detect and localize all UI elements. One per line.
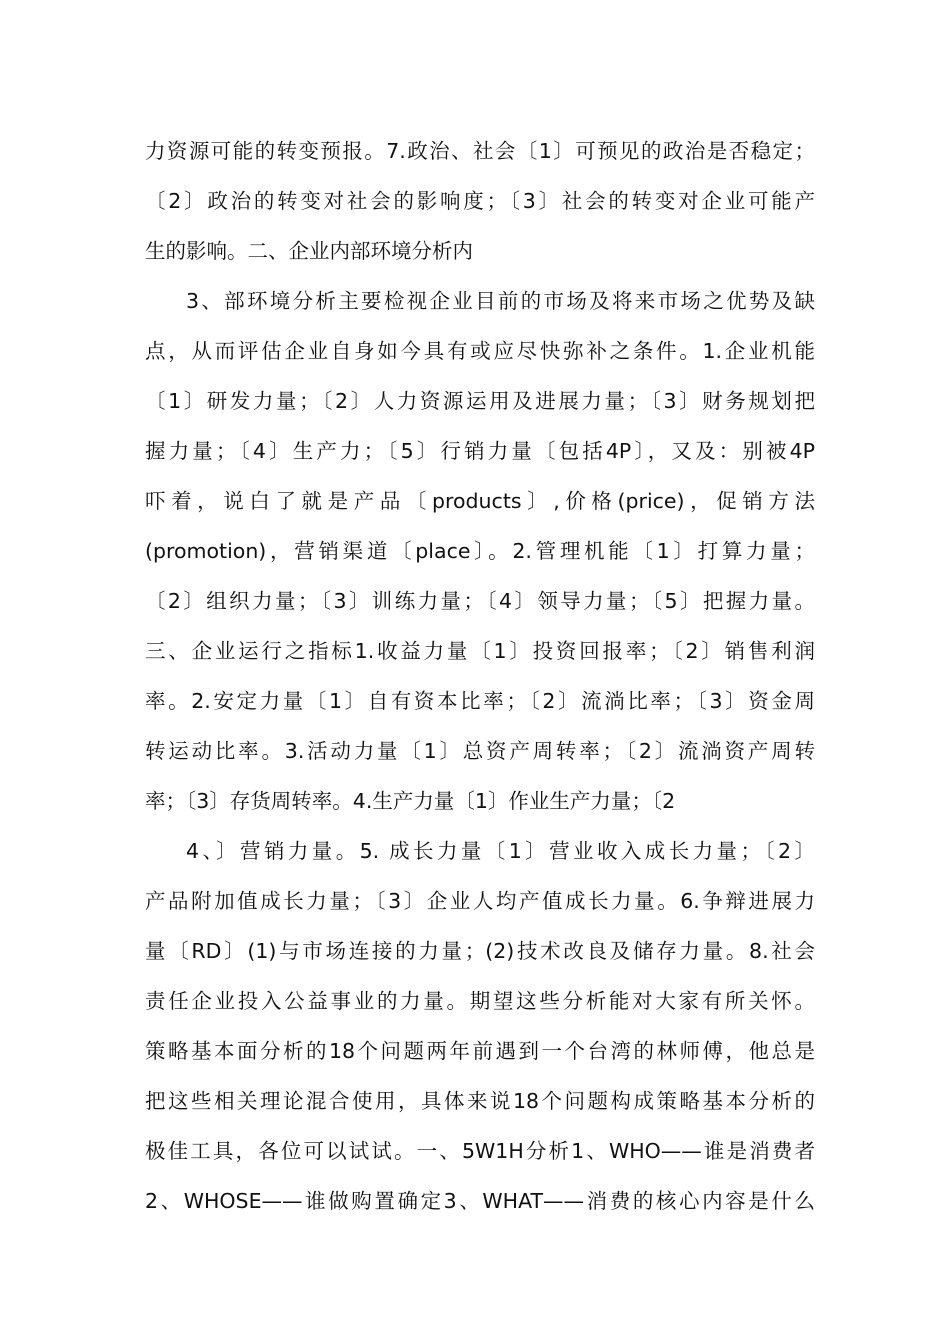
- text-line: 转运动比率。3.活动力量〔1〕总资产周转率；〔2〕流淌资产周转: [145, 739, 815, 763]
- text-line: (promotion)，营销渠道〔place〕。2.管理机能〔1〕打算力量；: [145, 539, 815, 563]
- text-line: 点，从而评估企业自身如今具有或应尽快弥补之条件。1.企业机能: [145, 339, 815, 363]
- text-line: 把这些相关理论混合使用，具体来说18个问题构成策略基本分析的: [145, 1089, 815, 1113]
- text-line: 4、〕营销力量。5. 成长力量〔1〕营业收入成长力量；〔2〕: [186, 839, 815, 863]
- text-line: 策略基本面分析的18个问题两年前遇到一个台湾的林师傅，他总是: [145, 1039, 815, 1063]
- text-line: 握力量；〔4〕生产力；〔5〕行销力量〔包括4P〕，又及：别被4P: [145, 439, 815, 463]
- text-line: 〔2〕政治的转变对社会的影响度；〔3〕社会的转变对企业可能产: [145, 189, 815, 213]
- text-line: 生的影响。二、企业内部环境分析内: [145, 239, 473, 263]
- text-line: 极佳工具，各位可以试试。一、5W1H分析1、WHO——谁是消费者: [145, 1139, 815, 1163]
- text-line: 3、部环境分析主要检视企业目前的市场及将来市场之优势及缺: [186, 289, 815, 313]
- text-line: 力资源可能的转变预报。7.政治、社会〔1〕可预见的政治是否稳定；: [145, 139, 815, 163]
- text-line: 率；〔3〕存货周转率。4.生产力量〔1〕作业生产力量；〔2: [145, 789, 676, 813]
- text-line: 产品附加值成长力量；〔3〕企业人均产值成长力量。6.争辩进展力: [145, 889, 815, 913]
- text-line: 责任企业投入公益事业的力量。期望这些分析能对大家有所关怀。: [145, 989, 815, 1013]
- text-line: 率。2.安定力量〔1〕自有资本比率；〔2〕流淌比率；〔3〕资金周: [145, 689, 815, 713]
- text-line: 三、企业运行之指标1.收益力量〔1〕投资回报率；〔2〕销售利润: [145, 639, 815, 663]
- text-line: 〔1〕研发力量；〔2〕人力资源运用及进展力量；〔3〕财务规划把: [145, 389, 815, 413]
- text-line: 〔2〕组织力量；〔3〕训练力量；〔4〕领导力量；〔5〕把握力量。: [145, 589, 815, 613]
- text-line: 2、WHOSE——谁做购置确定3、WHAT——消费的核心内容是什么: [145, 1189, 815, 1213]
- text-line: 量〔RD〕(1)与市场连接的力量；(2)技术改良及储存力量。8.社会: [145, 939, 815, 963]
- text-line: 吓着，说白了就是产品〔products〕,价格(price)，促销方法: [145, 489, 815, 513]
